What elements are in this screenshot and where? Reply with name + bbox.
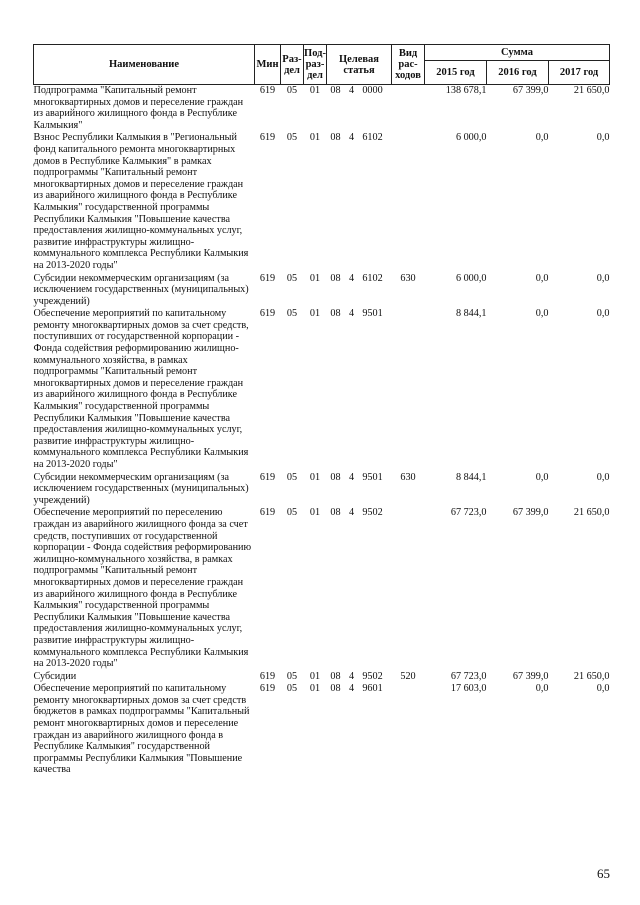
row-vid [392,85,425,133]
row-razdel: 05 [286,272,298,284]
row-min: 619 [259,308,276,320]
row-podrazdel: 01 [309,85,321,96]
target-code-part: 08 [330,272,341,284]
target-code-part: 0000 [362,85,383,96]
target-code-part: 08 [330,132,341,144]
target-code-part: 08 [330,683,341,695]
target-code-part: 4 [348,471,355,483]
row-target [327,308,392,471]
row-vid [392,132,425,272]
row-min: 619 [259,471,276,483]
row-podrazdel: 01 [309,471,321,483]
row-min: 619 [259,507,276,519]
row-target [327,273,392,309]
target-code-part: 4 [348,272,355,284]
target-code-part: 6102 [362,272,383,284]
target-code-part: 9501 [362,308,383,320]
target-code-part: 9502 [362,670,383,682]
header-podrazdel: Под-раз-дел [304,45,327,85]
row-sum-2015: 138 678,1 [445,85,487,96]
row-vid [392,507,425,670]
row-min: 619 [259,132,276,144]
row-sum-2015: 67 723,0 [450,670,487,682]
table-row [34,472,610,508]
row-sum-2015: 6 000,0 [455,272,487,284]
row-sum-2015: 17 603,0 [450,683,487,695]
row-name: Подпрограмма "Капитальный ремонт многоквартирных домов и переселение граждан из аварийного жилищного фонда в Республике Калмыкия" [33,85,244,131]
row-min: 619 [259,683,276,695]
row-sum-2015: 8 844,1 [455,308,487,320]
row-sum-2016: 0,0 [535,683,549,695]
target-code-part: 4 [348,308,355,320]
row-name: Обеспечение мероприятий по капитальному ремонту многоквартирных домов за счет средств, поступивших от государственной корпорации - Фонда содействия реформированию жилищно-коммунального хозяйства, в рамках подпрограммы "Капитальный ремонт многоквартирных домов и переселение граждан из аварийного жилищного фонда в Республике Калмыкия" государственной программы Республики Калмыкия "Повышение качества предоставления жилищно-коммунальных услуг, развитие инфраструктуры жилищно-коммунального комплекса Республики Калмыкия на 2013-2020 годы" [33,308,249,470]
row-target [327,671,392,684]
target-code-part: 4 [348,507,355,519]
table-header [34,45,610,85]
row-razdel: 05 [286,683,298,695]
row-sum-2017: 0,0 [596,132,610,144]
row-name: Обеспечение мероприятий по переселению граждан из аварийного жилищного фонда за счет средств, поступивших от государственной корпорации - Фонда содействия реформированию жилищно-коммунального хозяйства, в рамках подпрограммы "Капитальный ремонт многоквартирных домов и переселение граждан из аварийного жилищного фонда в Республике Калмыкия" государственной программы Республики Калмыкия "Повышение качества предоставления жилищно-коммунальных услуг, развитие инфраструктуры жилищно-коммунального комплекса Республики Калмыкия на 2013-2020 годы" [33,507,252,670]
row-sum-2017: 21 650,0 [573,85,610,96]
row-sum-2017: 21 650,0 [573,670,610,682]
row-name: Субсидии некоммерческим организациям (за исключением государственных (муниципальных) учреждений) [33,471,249,506]
budget-table [33,44,610,777]
target-code-part: 4 [348,670,355,682]
row-sum-2016: 0,0 [535,272,549,284]
row-vid: 630 [400,471,416,483]
target-code-part: 08 [330,507,341,519]
row-sum-2017: 0,0 [596,683,610,695]
table-row [34,132,610,272]
row-sum-2016: 0,0 [535,308,549,320]
table-row [34,85,610,133]
row-sum-2017: 0,0 [596,308,610,320]
target-code-part: 4 [348,132,355,144]
row-vid: 520 [400,670,416,682]
table-body [34,85,610,778]
row-name: Субсидии некоммерческим организациям (за исключением государственных (муниципальных) учреждений) [33,272,249,307]
row-razdel: 05 [286,471,298,483]
row-name: Субсидии [33,670,77,682]
header-2016: 2016 год [487,61,549,85]
header-sum: Сумма [425,45,610,61]
row-sum-2016: 0,0 [535,132,549,144]
row-sum-2016: 67 399,0 [512,507,549,519]
row-min: 619 [259,670,276,682]
row-razdel: 05 [286,507,298,519]
row-razdel: 05 [286,85,298,96]
row-podrazdel: 01 [309,132,321,144]
target-code-part: 08 [330,471,341,483]
page-number: 65 [597,866,610,881]
target-code-part: 9502 [362,507,383,519]
header-razdel: Раз-дел [281,45,304,85]
row-target [327,507,392,670]
row-sum-2017: 0,0 [596,272,610,284]
row-razdel: 05 [286,132,298,144]
target-code-part: 9601 [362,683,383,695]
table-row [34,671,610,684]
row-target [327,132,392,272]
row-name: Обеспечение мероприятий по капитальному ремонту многоквартирных домов за счет средств бюджетов в рамках подпрограммы "Капитальный ремонт многоквартирных домов и переселение граждан из аварийного жилищного фонда в Республике Калмыкия" государственной программы Республики Калмыкия "Повышение качества [33,683,250,776]
row-sum-2016: 67 399,0 [512,670,549,682]
row-sum-2015: 6 000,0 [455,132,487,144]
row-min: 619 [259,272,276,284]
row-podrazdel: 01 [309,683,321,695]
table-row [34,308,610,471]
row-podrazdel: 01 [309,670,321,682]
header-name: Наименование [34,45,255,85]
row-vid [392,308,425,471]
table-row [34,683,610,777]
header-2015: 2015 год [425,61,487,85]
target-code-part: 08 [330,308,341,320]
row-sum-2015: 8 844,1 [455,471,487,483]
row-name: Взнос Республики Калмыкия в "Региональный фонд капитального ремонта многоквартирных домов в Республике Калмыкия" в рамках подпрограммы "Капитальный ремонт многоквартирных домов и переселение граждан из аварийного жилищного фонда в Республике Калмыкия" государственной программы Республики Калмыкия "Повышение качества предоставления жилищно-коммунальных услуг, развитие инфраструктуры жилищно-коммунального комплекса Республики Калмыкия на 2013-2020 годы" [33,132,249,271]
target-code-part: 08 [330,670,341,682]
row-sum-2016: 0,0 [535,471,549,483]
row-podrazdel: 01 [309,308,321,320]
row-target [327,683,392,777]
target-code-part: 9501 [362,471,383,483]
row-vid [392,683,425,777]
target-code-part: 6102 [362,132,383,144]
row-razdel: 05 [286,308,298,320]
table-row [34,273,610,309]
row-podrazdel: 01 [309,507,321,519]
header-target: Целевая статья [327,45,392,85]
row-sum-2017: 21 650,0 [573,507,610,519]
row-podrazdel: 01 [309,272,321,284]
row-sum-2017: 0,0 [596,471,610,483]
row-target [327,85,392,133]
row-min: 619 [259,85,276,96]
row-razdel: 05 [286,670,298,682]
table-row [34,507,610,670]
row-target [327,472,392,508]
target-code-part: 4 [348,683,355,695]
header-2017: 2017 год [549,61,610,85]
row-sum-2015: 67 723,0 [450,507,487,519]
target-code-part: 08 [330,85,341,96]
row-sum-2016: 67 399,0 [512,85,549,96]
header-min: Мин [255,45,281,85]
target-code-part: 4 [348,85,355,96]
row-vid: 630 [400,272,416,284]
header-vid: Вид рас-ходов [392,45,425,85]
